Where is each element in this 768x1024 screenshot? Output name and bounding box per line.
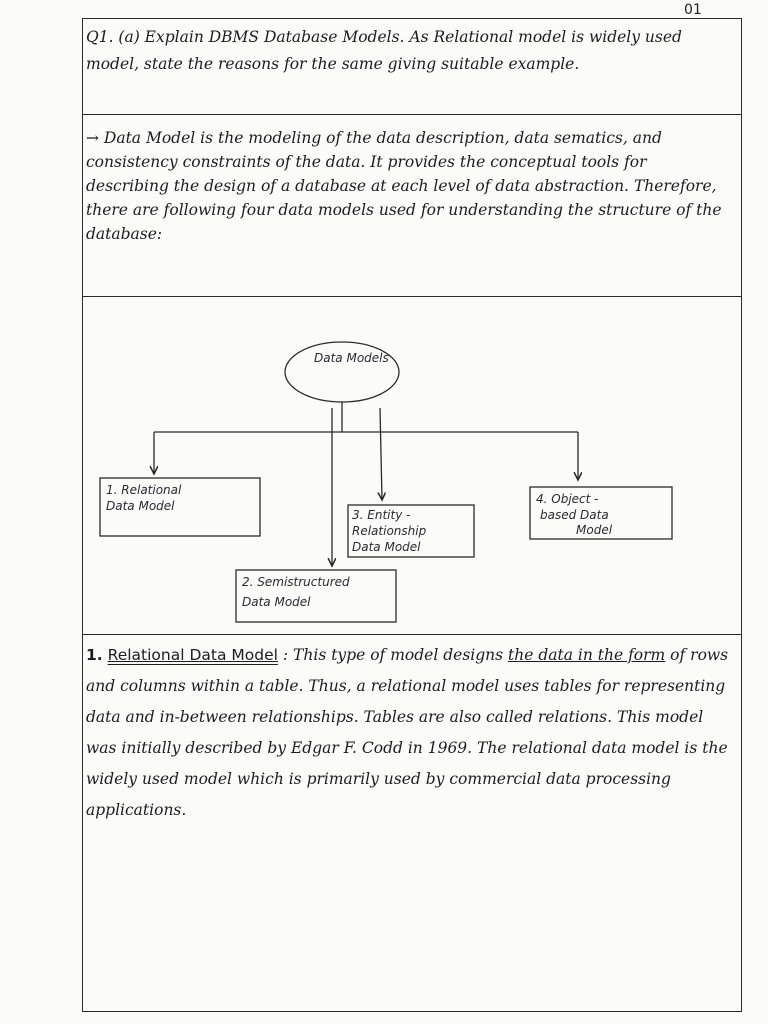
section-number: 1. bbox=[86, 646, 103, 664]
section-body-underlined: the data in the form bbox=[508, 646, 666, 664]
page-number: 01 bbox=[684, 2, 702, 18]
er-label: 3. Entity - Relationship Data Model bbox=[352, 508, 427, 554]
section-heading: Relational Data Model bbox=[107, 646, 278, 664]
semistructured-label: 2. Semistructured Data Model bbox=[242, 575, 350, 609]
answer-intro: → Data Model is the modeling of the data description, data sematics, and consistency constraints of the data. It provides the conceptual tools for describing the design of a database at each level of data abstraction. Therefore, there are following four data models used for understanding the structure of the database: bbox=[86, 129, 722, 243]
connector-er bbox=[380, 408, 382, 500]
section-body-part2: of rows and columns within a table. Thus, a relational model uses tables for representing data and in-between relationships. Tables are also called relations. This model was initially described by Edgar F. Codd in 1969. The relational data model is the widely used model which is primarily used by commercial data processing applications. bbox=[86, 646, 729, 819]
question-text: Q1. (a) Explain DBMS Database Models. As Relational model is widely used model, state the reasons for the same giving suitable example. bbox=[86, 28, 682, 73]
root-node-label: Data Models bbox=[314, 351, 389, 365]
section-body-part1: This type of model designs bbox=[293, 646, 509, 664]
object-label: 4. Object - based Data Model bbox=[536, 492, 613, 537]
section-relational-model bbox=[86, 640, 734, 826]
section-separator: : bbox=[282, 646, 289, 664]
relational-label: 1. Relational Data Model bbox=[106, 483, 182, 513]
